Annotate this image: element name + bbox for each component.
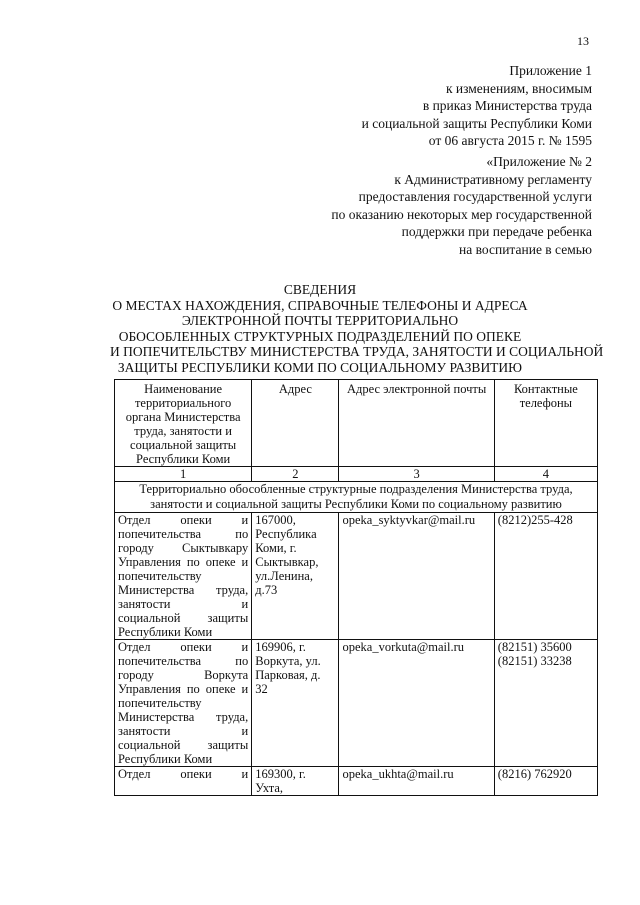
address-cell: 169906, г. Воркута, ул. Парковая, д. 32 xyxy=(252,640,339,767)
column-header-address: Адрес xyxy=(252,380,339,467)
phone-number: (82151) 35600 xyxy=(497,640,572,654)
phone-number: (8216) 762920 xyxy=(497,767,572,781)
organization-line: социальной защиты xyxy=(118,611,249,625)
column-number: 4 xyxy=(494,467,597,482)
organization-line: попечительству xyxy=(118,696,202,710)
phone-cell xyxy=(494,513,597,640)
annex-1-line: и социальной защиты Республики Коми xyxy=(361,115,592,131)
annex-2-line: по оказанию некоторых мер государственной xyxy=(331,206,592,222)
title-line: ОБОСОБЛЕННЫХ СТРУКТУРНЫХ ПОДРАЗДЕЛЕНИЙ ПО ОПЕКЕ xyxy=(118,328,522,344)
address-cell: 169300, г. Ухта, xyxy=(252,767,339,796)
organization-cell xyxy=(115,640,252,767)
title-line: О МЕСТАХ НАХОЖДЕНИЯ, СПРАВОЧНЫЕ ТЕЛЕФОНЫ И АДРЕСА xyxy=(112,297,528,313)
column-number-row xyxy=(115,467,598,482)
section-row xyxy=(115,482,598,513)
title-line: И ПОПЕЧИТЕЛЬСТВУ МИНИСТЕРСТВА ТРУДА, ЗАНЯТОСТИ И СОЦИАЛЬНОЙ xyxy=(110,344,604,359)
email-cell: opeka_ukhta@mail.ru xyxy=(339,767,494,796)
section-title: Территориально обособленные структурные подразделения Министерства труда, занятости и социальной защиты Республики Коми по социальному развитию xyxy=(115,482,598,513)
annex-1-line: к изменениям, вносимым xyxy=(445,80,592,96)
column-number: 2 xyxy=(252,467,339,482)
organization-line: попечительства по xyxy=(118,654,249,668)
organization-line: Отдел опеки и xyxy=(118,513,249,527)
organization-line: городу Сыктывкару xyxy=(118,541,249,555)
annex-2-line: предоставления государственной услуги xyxy=(358,189,592,204)
annex-2-line: «Приложение № 2 xyxy=(486,154,592,169)
phone-cell xyxy=(494,640,597,767)
organization-line: Управления по опеке и xyxy=(118,682,249,696)
annex-1-heading xyxy=(362,62,592,150)
email-cell: opeka_vorkuta@mail.ru xyxy=(339,640,494,767)
organization-line: Министерства труда, xyxy=(118,583,249,597)
annex-2-line: на воспитание в семью xyxy=(459,241,592,257)
column-header-email: Адрес электронной почты xyxy=(339,380,494,467)
organization-line: Республики Коми xyxy=(118,625,213,639)
organization-cell xyxy=(115,767,252,796)
title-line: ЭЛЕКТРОННОЙ ПОЧТЫ ТЕРРИТОРИАЛЬНО xyxy=(181,313,459,328)
organization-line: Управления по опеке и xyxy=(118,555,249,569)
address-cell: 167000, Республика Коми, г. Сыктывкар, ул.Ленина, д.73 xyxy=(252,513,339,640)
organization-line: Министерства труда, xyxy=(118,710,249,724)
organization-line: Отдел опеки и xyxy=(118,767,249,781)
organization-line: Отдел опеки и xyxy=(118,640,249,654)
column-number: 1 xyxy=(115,467,252,482)
offices-table xyxy=(114,379,598,796)
table-row xyxy=(115,640,598,767)
annex-2-heading xyxy=(331,153,592,258)
organization-line: попечительства по xyxy=(118,527,249,541)
phone-cell xyxy=(494,767,597,796)
column-header-phones: Контактные телефоны xyxy=(494,380,597,467)
organization-line: Республики Коми xyxy=(118,752,213,766)
phone-number: (82151) 33238 xyxy=(497,654,572,668)
column-header-organization: Наименование территориального органа Министерства труда, занятости и социальной защиты Республики Коми xyxy=(115,380,252,467)
document-title xyxy=(110,282,604,375)
phone-number: (8212)255-428 xyxy=(497,513,573,527)
table-row xyxy=(115,767,598,796)
annex-2-line: к Административному регламенту xyxy=(394,171,592,187)
annex-1-line: в приказ Министерства труда xyxy=(422,98,592,113)
annex-1-line: от 06 августа 2015 г. № 1595 xyxy=(428,133,592,148)
annex-1-line: Приложение 1 xyxy=(509,63,592,78)
organization-line: социальной защиты xyxy=(118,738,249,752)
title-line: СВЕДЕНИЯ xyxy=(283,282,357,297)
title-line: ЗАЩИТЫ РЕСПУБЛИКИ КОМИ ПО СОЦИАЛЬНОМУ РАЗВИТИЮ xyxy=(117,359,523,375)
table-row xyxy=(115,513,598,640)
organization-line: занятости и xyxy=(118,597,249,611)
organization-line: городу Воркута xyxy=(118,668,249,682)
annex-2-line: поддержки при передаче ребенка xyxy=(401,224,592,239)
organization-line: занятости и xyxy=(118,724,249,738)
page-number: 13 xyxy=(577,34,589,48)
organization-cell xyxy=(115,513,252,640)
organization-line: попечительству xyxy=(118,569,202,583)
email-cell: opeka_syktyvkar@mail.ru xyxy=(339,513,494,640)
column-number: 3 xyxy=(339,467,494,482)
table-header-row xyxy=(115,380,598,467)
